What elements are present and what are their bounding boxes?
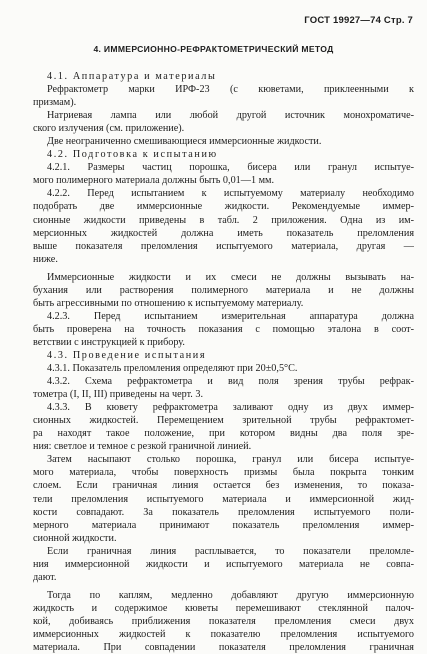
- text-line: Если граничная линия расплывается, то показатели преломле-: [47, 545, 414, 557]
- text-line: ния: светлое и темное с резкой граничной линией.: [33, 441, 252, 453]
- text-line: Рефрактометр марки ИРФ-23 (с кюветами, приклеенными к: [47, 84, 414, 96]
- text-line: Тогда по каплям, медленно добавляют другую иммерсионную: [47, 589, 414, 601]
- text-line: иммерсионных жидкостей к показателю преломления испытуемого: [33, 628, 414, 640]
- text-line: 4.2. Подготовка к испытанию: [47, 149, 218, 161]
- text-line: 4.2.2. Перед испытанием к испытуемому материалу необходимо: [47, 188, 414, 200]
- text-line: Две неограниченно смешивающиеся иммерсионные жидкости.: [47, 136, 322, 148]
- page-header: ГОСТ 19927—74 Стр. 7: [304, 15, 413, 26]
- text-line: ния иммерсионной жидкости и испытуемого материала не совпа-: [33, 558, 414, 570]
- text-line: мого материала, чтобы поверхность призмы была покрыта тонким: [33, 467, 414, 479]
- text-line: бухания или растворения полимерного материала и не должны: [33, 284, 414, 296]
- text-line: слоем. Если граничная линия остается без изменения, то показа-: [33, 480, 414, 492]
- text-line: 4.2.3. Перед испытанием измерительная аппаратура должна: [47, 310, 414, 322]
- text-line: Натриевая лампа или любой другой источник монохроматиче-: [47, 110, 414, 122]
- text-line: Затем насыпают столько порошка, гранул или бисера испытуе-: [47, 454, 414, 466]
- text-line: ниже.: [33, 253, 58, 265]
- text-line: ра находят такое положение, при котором видны два поля зре-: [33, 428, 414, 440]
- section-title: 4. ИММЕРСИОННО-РЕФРАКТОМЕТРИЧЕСКИЙ МЕТОД: [93, 44, 334, 54]
- text-line: мого полимерного материала должны быть 0,01—1 мм.: [33, 175, 275, 187]
- text-line: 4.3.1. Показатель преломления определяют при 20±0,5°С.: [47, 363, 298, 375]
- text-line: тели преломления испытуемого материала и иммерсионной жид-: [33, 493, 414, 505]
- text-line: мерного материала принимают показатель преломления иммер-: [33, 519, 414, 531]
- text-line: быть агрессивными по отношению к испытуемому материалу.: [33, 297, 304, 309]
- text-line: дают.: [33, 571, 57, 583]
- text-line: выше показателя преломления испытуемого материала, другая —: [33, 240, 414, 252]
- text-line: материала. При совпадении показателя преломления граничная: [33, 642, 414, 654]
- text-line: тометра (I, II, III) приведены на черт. 3.: [33, 389, 204, 401]
- text-line: 4.3.3. В кювету рефрактометра заливают одну из двух иммер-: [47, 402, 414, 414]
- text-line: 4.2.1. Размеры частиц порошка, бисера или гранул испытуе-: [47, 162, 414, 174]
- text-line: кой, добиваясь приближения показателя преломления смеси двух: [33, 615, 414, 627]
- text-line: быть проверена на точность показания с помощью эталона в соот-: [33, 323, 414, 335]
- text-line: 4.3. Проведение испытания: [47, 349, 207, 361]
- body-text: [33, 70, 414, 654]
- text-line: подобрать две иммерсионные жидкости. Рекомендуемые иммер-: [33, 201, 414, 213]
- text-line: Иммерсионные жидкости и их смеси не должны вызывать на-: [47, 271, 414, 283]
- text-line: сионной жидкости.: [33, 532, 117, 544]
- text-line: сионных жидкостей. Перемещением зрительной трубы рефрактомет-: [33, 415, 414, 427]
- text-line: кости совпадают. За показатель преломления испытуемого поли-: [33, 506, 414, 518]
- text-line: 4.3.2. Схема рефрактометра и вид поля зрения трубы рефрак-: [47, 376, 414, 388]
- text-line: 4.1. Аппаратура и материалы: [47, 71, 217, 82]
- text-line: мерсионных жидкостей должна иметь показатель преломления: [33, 227, 414, 239]
- text-line: призмам).: [33, 97, 77, 109]
- text-line: ского излучения (см. приложение).: [33, 123, 185, 135]
- text-line: сионные жидкости приведены в табл. 2 приложения. Одна из им-: [33, 214, 414, 226]
- text-line: жидкость и содержимое кюветы перемешивают стеклянной палоч-: [33, 602, 414, 614]
- text-line: ветствии с инструкцией к прибору.: [33, 336, 185, 348]
